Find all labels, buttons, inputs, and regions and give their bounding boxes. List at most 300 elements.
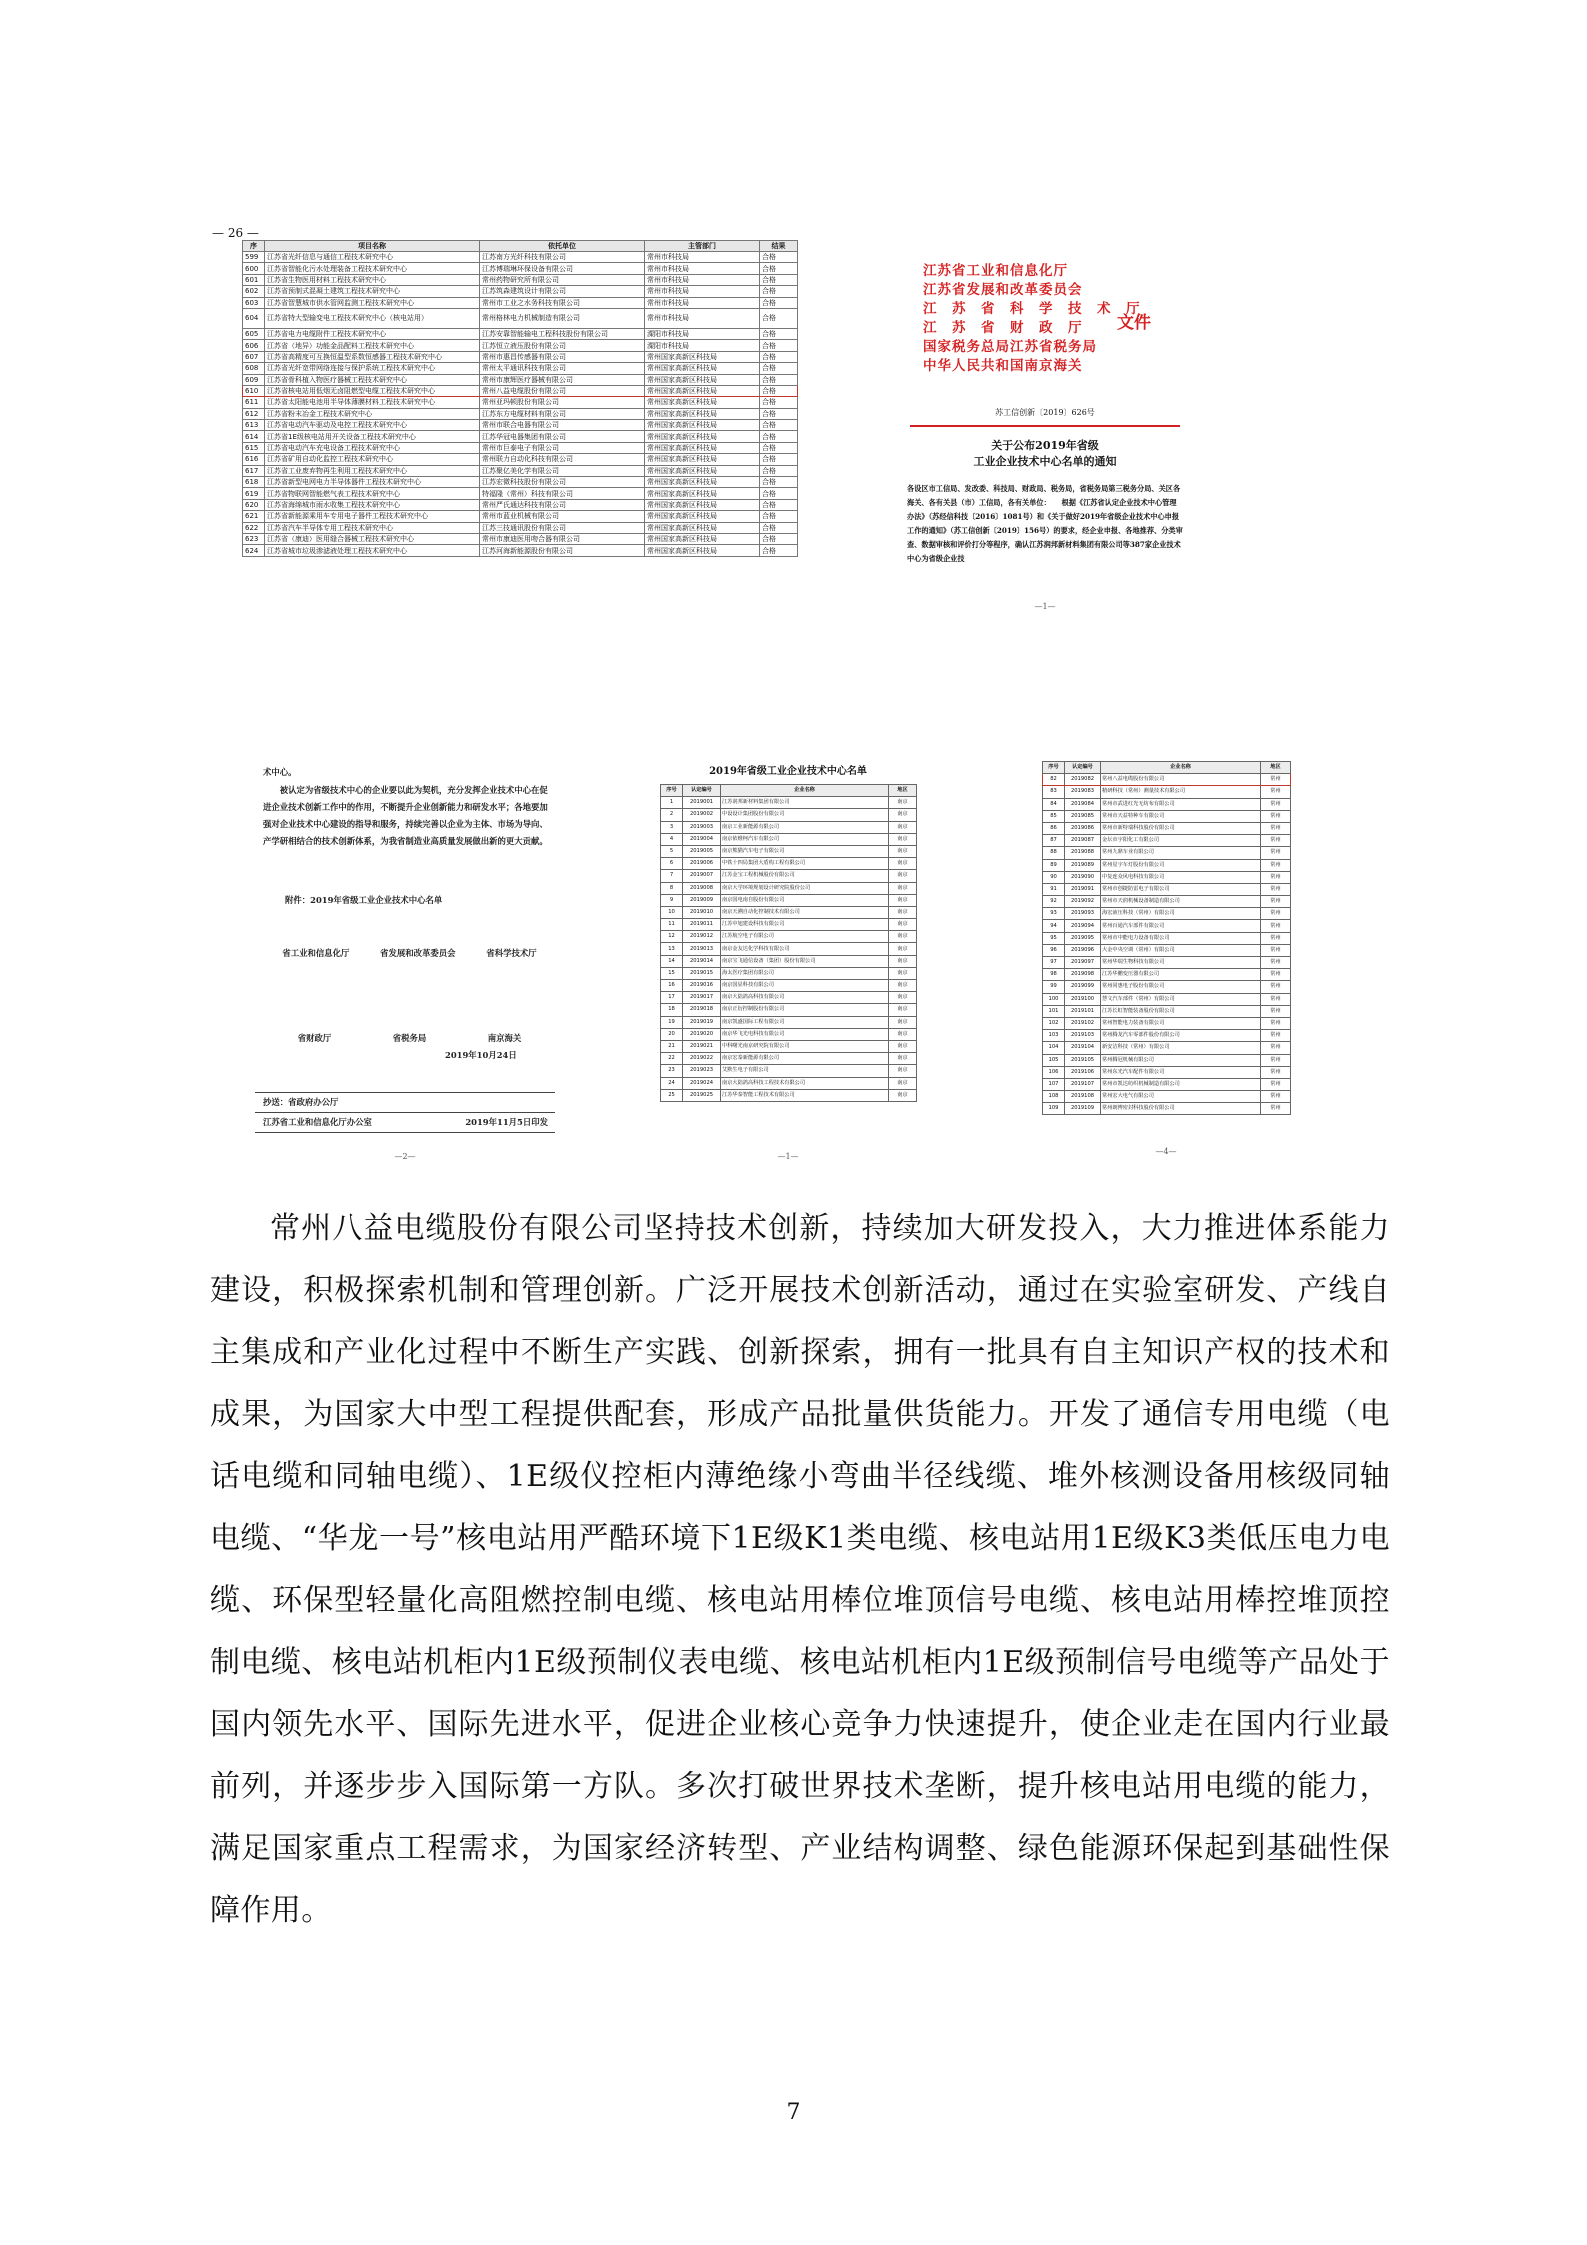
table-row — [1043, 932, 1291, 944]
table-row — [243, 363, 798, 374]
table-cell: 常州亚玛顿股份有限公司 — [480, 397, 645, 408]
table-cell: 常州 — [1261, 944, 1291, 956]
table-cell: 常州市工业之水务科技有限公司 — [480, 297, 645, 308]
table-row — [243, 545, 798, 556]
signer: 省科学技术厅 — [486, 948, 537, 958]
table-cell: 2019087 — [1065, 835, 1101, 847]
table-cell: 江苏航空电子有限公司 — [721, 931, 889, 943]
table-row — [243, 488, 798, 499]
table-cell: 84 — [1043, 798, 1065, 810]
table-cell: 江苏省（康迪）医用缝合器械工程技术研究中心 — [265, 533, 480, 544]
table-cell: 2019086 — [1065, 822, 1101, 834]
table-cell: 南京大陆鸽高科技有限公司 — [721, 992, 889, 1004]
table-row — [1043, 944, 1291, 956]
table-row — [243, 408, 798, 419]
table-cell: 620 — [243, 499, 265, 510]
table-cell: 104 — [1043, 1042, 1065, 1054]
table-cell: 97 — [1043, 957, 1065, 969]
table-cell: 24 — [661, 1077, 683, 1089]
table-cell: 常州东光汽车配件有限公司 — [1101, 1066, 1261, 1078]
table-row — [243, 385, 798, 396]
authority-name: 中华人民共和国南京海关 — [923, 358, 1083, 374]
table-cell: 606 — [243, 340, 265, 351]
table-cell: 南京金友达化学科技有限公司 — [721, 943, 889, 955]
table-cell: 7 — [661, 870, 683, 882]
table-cell: 南京 — [889, 882, 917, 894]
table-cell: 南京 — [889, 1089, 917, 1101]
table-cell: 江苏省电力电缆附件工程技术研究中心 — [265, 328, 480, 339]
table-cell: 江苏省核电站用低烟无卤阻燃型电缆工程技术研究中心 — [265, 385, 480, 396]
table-cell: 江苏省新型电网电力半导体器件工程技术研究中心 — [265, 477, 480, 488]
table-cell: 南京 — [889, 992, 917, 1004]
table-cell: 江苏省生物医用材料工程技术研究中心 — [265, 274, 480, 285]
attachment-line: 附件：2019年省级工业企业技术中心名单 — [285, 895, 443, 905]
table-row — [1043, 908, 1291, 920]
table-cell: 22 — [661, 1053, 683, 1065]
table-cell: 常州 — [1261, 1042, 1291, 1054]
issuing-office: 江苏省工业和信息化厅办公室 — [263, 1117, 372, 1127]
table-cell: 2019017 — [683, 992, 721, 1004]
table-cell: 2019022 — [683, 1053, 721, 1065]
table-cell: 常州 — [1261, 883, 1291, 895]
table-cell: 常州朗博密封科技股份有限公司 — [1101, 1103, 1261, 1115]
table-row — [243, 252, 798, 263]
table-cell: 2019105 — [1065, 1054, 1101, 1066]
doc4-footer: —1— — [777, 1152, 799, 1161]
table-row — [243, 274, 798, 285]
notice-title-line2: 工业企业技术中心名单的通知 — [973, 455, 1117, 468]
table-cell: 溧阳市科技局 — [645, 340, 760, 351]
table-cell: 江苏省海绵城市雨水收集工程技术研究中心 — [265, 499, 480, 510]
table-cell: 南京 — [889, 1053, 917, 1065]
table-cell: 15 — [661, 967, 683, 979]
table-body — [661, 797, 917, 1102]
table-cell: 南京工业新能源有限公司 — [721, 821, 889, 833]
table-cell: 常州市科技局 — [645, 274, 760, 285]
table-cell: 2019001 — [683, 797, 721, 809]
table-cell: 2019018 — [683, 1004, 721, 1016]
table-cell: 南京国电南自股份有限公司 — [721, 894, 889, 906]
table-cell: 101 — [1043, 1005, 1065, 1017]
column-header: 序号 — [661, 785, 683, 797]
table-cell: 25 — [661, 1089, 683, 1101]
table-row — [661, 1016, 917, 1028]
table-cell: 中科曙光南京研究院有限公司 — [721, 1040, 889, 1052]
table-cell: 常州 — [1261, 1103, 1291, 1115]
table-row — [1043, 969, 1291, 981]
table-cell: 常州 — [1261, 908, 1291, 920]
table-cell: 86 — [1043, 822, 1065, 834]
table-cell: 南京 — [889, 1040, 917, 1052]
table-cell: 常州国家高新区科技局 — [645, 420, 760, 431]
table-cell: 南京正衍控制股份有限公司 — [721, 1004, 889, 1016]
table-row — [1043, 859, 1291, 871]
table-cell: 105 — [1043, 1054, 1065, 1066]
table-cell: 常州国家高新区科技局 — [645, 385, 760, 396]
table-row — [1043, 1066, 1291, 1078]
table-row — [1043, 847, 1291, 859]
table-cell: 603 — [243, 297, 265, 308]
table-cell: 2019011 — [683, 919, 721, 931]
main-paragraph: 常州八益电缆股份有限公司坚持技术创新，持续加大研发投入，大力推进体系能力建设，积极探索机制和管理创新。广泛开展技术创新活动，通过在实验室研发、产线自主集成和产业化过程中不断生产实践、创新探索，拥有一批具有自主知识产权的技术和成果，为国家大中型工程提供配套，形成产品批量供货能力。开发了通信专用电缆（电话电缆和同轴电缆）、1E级仪控柜内薄绝缘小弯曲半径线缆、堆外核测设备用核级同轴电缆、“华龙一号”核电站用严酷环境下1E级K1类电缆、核电站用1E级K3类低压电力电缆、环保型轻量化高阻燃控制电缆、核电站用棒位堆顶信号电缆、核电站用棒控堆顶控制电缆、核电站机柜内1E级预制仪表电缆、核电站机柜内1E级预制信号电缆等产品处于国内领先水平、国际先进水平，促进企业核心竞争力快速提升，使企业走在国内行业最前列，并逐步步入国际第一方队。多次打破世界技术垄断，提升核电站用电缆的能力，满足国家重点工程需求，为国家经济转型、产业结构调整、绿色能源环保起到基础性保障作用。 — [210, 1211, 1390, 1928]
table-cell: 2019021 — [683, 1040, 721, 1052]
table-row — [243, 533, 798, 544]
doc5-footer: —4— — [1155, 1147, 1177, 1156]
signer: 南京海关 — [487, 1033, 522, 1043]
table-cell: 南京 — [889, 858, 917, 870]
issue-line — [263, 1114, 548, 1131]
table-cell: 金坛市宇阳化工有限公司 — [1101, 835, 1261, 847]
table-cell: 2019023 — [683, 1065, 721, 1077]
table-cell: 合格 — [760, 385, 798, 396]
table-cell: 南京天溯自动化控制技术有限公司 — [721, 906, 889, 918]
table-cell: 2019082 — [1065, 774, 1101, 786]
table-cell: 南京依维柯汽车有限公司 — [721, 833, 889, 845]
column-header: 认定编号 — [683, 785, 721, 797]
table-cell: 江苏省新能源乘用车专用电子器件工程技术研究中心 — [265, 511, 480, 522]
table-row — [661, 919, 917, 931]
table-cell: 中复连众风电科技有限公司 — [1101, 871, 1261, 883]
table-row — [661, 931, 917, 943]
table-cell: 南京 — [889, 870, 917, 882]
table-cell: 610 — [243, 385, 265, 396]
table-row — [243, 454, 798, 465]
table-cell: 合格 — [760, 363, 798, 374]
column-header: 企业名称 — [721, 785, 889, 797]
table-row — [661, 943, 917, 955]
table-cell: 江苏安靠智能输电工程科技股份有限公司 — [480, 328, 645, 339]
table-cell: 1 — [661, 797, 683, 809]
table-row — [243, 308, 798, 328]
table-cell: 常州 — [1261, 871, 1291, 883]
table-cell: 常州 — [1261, 1091, 1291, 1103]
table-cell: 612 — [243, 408, 265, 419]
table-row — [243, 374, 798, 385]
table-cell: 18 — [661, 1004, 683, 1016]
table-row — [1043, 1078, 1291, 1090]
table-cell: 2019002 — [683, 809, 721, 821]
table-cell: 609 — [243, 374, 265, 385]
column-header: 项目名称 — [265, 241, 480, 252]
table-cell: 江苏东方电缆材料有限公司 — [480, 408, 645, 419]
table-cell: 94 — [1043, 920, 1065, 932]
table-cell: 南京熊猫汽车电子有限公司 — [721, 845, 889, 857]
table-cell: 2019014 — [683, 955, 721, 967]
table-cell: 江苏省智能化污水处理装备工程技术研究中心 — [265, 263, 480, 274]
table-row — [243, 328, 798, 339]
table-cell: 2019003 — [683, 821, 721, 833]
table-cell: 常州国家高新区科技局 — [645, 465, 760, 476]
table-row — [661, 1065, 917, 1077]
table-row — [661, 992, 917, 1004]
table-cell: 南京 — [889, 980, 917, 992]
table-cell: 602 — [243, 286, 265, 297]
table-cell: 常州国家高新区科技局 — [645, 533, 760, 544]
table-cell: 常州市新特瑞科技股份有限公司 — [1101, 822, 1261, 834]
table-cell: 江苏省骨科植入物医疗器械工程技术研究中心 — [265, 374, 480, 385]
table-cell: 江苏筑森建筑设计有限公司 — [480, 286, 645, 297]
table-cell: 2019009 — [683, 894, 721, 906]
table-cell: 海太医疗集团有限公司 — [721, 967, 889, 979]
closing-paragraph: 被认定为省级技术中心的企业要以此为契机，充分发挥企业技术中心在促进企业技术创新工作中的作用，不断提升企业创新能力和研发水平；各地要加强对企业技术中心建设的指导和服务，持续完善以企业为主体、市场为导向、产学研相结合的技术创新体系，为我省制造业高质量发展做出新的更大贡献。 — [263, 785, 548, 846]
table-cell: 江苏省高精度可互换恒温型系数恒感器工程技术研究中心 — [265, 351, 480, 362]
document-image-signature-page — [255, 760, 555, 1165]
table-cell: 83 — [1043, 786, 1065, 798]
table-row — [1043, 798, 1291, 810]
document-image-center-list-1 — [652, 760, 924, 1165]
table-cell: 3 — [661, 821, 683, 833]
table-cell: 2019097 — [1065, 957, 1101, 969]
table-cell: 常州市科技局 — [645, 286, 760, 297]
table-cell: 21 — [661, 1040, 683, 1052]
table-cell: 常州华瑞生物科技有限公司 — [1101, 957, 1261, 969]
table-row — [243, 522, 798, 533]
table-cell: 常州 — [1261, 1078, 1291, 1090]
table-cell: 2019013 — [683, 943, 721, 955]
table-cell: 江苏华泰智能工程技术有限公司 — [721, 1089, 889, 1101]
table-row — [661, 1089, 917, 1101]
table-cell: 常州 — [1261, 920, 1291, 932]
table-row — [243, 431, 798, 442]
table-cell: 江苏长虹智能装备股份有限公司 — [1101, 1005, 1261, 1017]
table-cell: 常州药物研究所有限公司 — [480, 274, 645, 285]
table-cell: 605 — [243, 328, 265, 339]
table-row — [661, 870, 917, 882]
table-cell: 2019089 — [1065, 859, 1101, 871]
column-header: 地区 — [889, 785, 917, 797]
table-cell: 103 — [1043, 1030, 1065, 1042]
table-row — [661, 906, 917, 918]
table-cell: 常州市天润机械设备制造有限公司 — [1101, 896, 1261, 908]
table-cell: 95 — [1043, 932, 1065, 944]
table-cell: 合格 — [760, 408, 798, 419]
signer: 省财政厅 — [297, 1033, 332, 1043]
table-row — [1043, 981, 1291, 993]
table-cell: 艾默生电子有限公司 — [721, 1065, 889, 1077]
table-cell: 624 — [243, 545, 265, 556]
table-row — [661, 809, 917, 821]
table-cell: 623 — [243, 533, 265, 544]
table-row — [661, 955, 917, 967]
signer: 省发展和改革委员会 — [380, 948, 456, 958]
table-cell: 南京大陆鸽高科技工程技术有限公司 — [721, 1077, 889, 1089]
table-row — [661, 1077, 917, 1089]
table-cell: 16 — [661, 980, 683, 992]
table-cell: 109 — [1043, 1103, 1065, 1115]
table-cell: 南京国显科技有限公司 — [721, 980, 889, 992]
table-cell: 合格 — [760, 308, 798, 328]
table-cell: 常州市康迪医用吻合器有限公司 — [480, 533, 645, 544]
table-cell: 合格 — [760, 286, 798, 297]
table-row — [1043, 1005, 1291, 1017]
table-cell: 合格 — [760, 522, 798, 533]
table-cell: 2019100 — [1065, 993, 1101, 1005]
signature-date: 2019年10月24日 — [445, 1050, 517, 1060]
table-cell: 9 — [661, 894, 683, 906]
table-cell: 合格 — [760, 442, 798, 453]
table-cell: 合格 — [760, 274, 798, 285]
signer: 省税务局 — [392, 1033, 427, 1043]
table-cell: 2019083 — [1065, 786, 1101, 798]
table-cell: 常州国家高新区科技局 — [645, 431, 760, 442]
table-row — [1043, 871, 1291, 883]
table-cell: 常州市凯达纺织机械制造有限公司 — [1101, 1078, 1261, 1090]
table-cell: 江苏省工业废弃物再生利用工程技术研究中心 — [265, 465, 480, 476]
document-number: 苏工信创新〔2019〕626号 — [995, 408, 1095, 417]
document-image-notice-cover — [885, 220, 1205, 625]
document-suffix: 文件 — [1117, 313, 1151, 333]
table-cell: 南京 — [889, 943, 917, 955]
table-cell: 南京宝飞通信设备（集团）股份有限公司 — [721, 955, 889, 967]
table-cell: 江苏中旭建设科技有限公司 — [721, 919, 889, 931]
table-row — [243, 263, 798, 274]
table-cell: 615 — [243, 442, 265, 453]
doc2-footer: —1— — [1034, 602, 1056, 611]
table-row — [661, 1053, 917, 1065]
table-cell: 常州国家高新区科技局 — [645, 408, 760, 419]
table-row — [1043, 774, 1291, 786]
table-cell: 合格 — [760, 374, 798, 385]
table-cell: 中铁十四局集团大盾构工程有限公司 — [721, 858, 889, 870]
table-cell: 常州国家高新区科技局 — [645, 477, 760, 488]
table-cell: 2019096 — [1065, 944, 1101, 956]
table-cell: 常州国家高新区科技局 — [645, 511, 760, 522]
table-cell: 2019091 — [1065, 883, 1101, 895]
table-cell: 96 — [1043, 944, 1065, 956]
table-cell: 2019098 — [1065, 969, 1101, 981]
table-row — [243, 465, 798, 476]
table-cell: 南京 — [889, 1016, 917, 1028]
table-cell: 2019095 — [1065, 932, 1101, 944]
table-cell: 江苏博瑞琳环保设备有限公司 — [480, 263, 645, 274]
table-cell: 江苏恒立液压股份有限公司 — [480, 340, 645, 351]
authority-name: 江苏省工业和信息化厅 — [923, 263, 1068, 279]
table-cell: 常州腾龙汽车零部件股份有限公司 — [1101, 1030, 1261, 1042]
table-cell: 常州市科技局 — [645, 297, 760, 308]
table-cell: 常州国家高新区科技局 — [645, 499, 760, 510]
document-image-center-list-4 — [1040, 755, 1292, 1165]
table-cell: 常州市中能电力设备有限公司 — [1101, 932, 1261, 944]
table-cell: 南京 — [889, 1065, 917, 1077]
table-cell: 大金中央空调（常州）有限公司 — [1101, 944, 1261, 956]
table-row — [1043, 1091, 1291, 1103]
table-row — [661, 845, 917, 857]
table-cell: 108 — [1043, 1091, 1065, 1103]
table-cell: 622 — [243, 522, 265, 533]
table-cell: 常州同惠电子股份有限公司 — [1101, 981, 1261, 993]
table-cell: 南京华飞光电科技有限公司 — [721, 1028, 889, 1040]
table-cell: 2019008 — [683, 882, 721, 894]
table-cell: 600 — [243, 263, 265, 274]
table-body — [243, 252, 798, 557]
table-row — [1043, 1017, 1291, 1029]
notice-title — [885, 438, 1205, 470]
table-cell: 江苏省预制式混凝土建筑工程技术研究中心 — [265, 286, 480, 297]
table-cell: 2019104 — [1065, 1042, 1101, 1054]
table-cell: 619 — [243, 488, 265, 499]
table-cell: 南京 — [889, 1028, 917, 1040]
table-cell: 新安洁科技（常州）有限公司 — [1101, 1042, 1261, 1054]
table-cell: 常州 — [1261, 835, 1291, 847]
authority-name: 江 苏 省 财 政 厅 — [923, 320, 1083, 336]
table-cell: 南京 — [889, 1077, 917, 1089]
table-cell: 常州市惠昌传感器有限公司 — [480, 351, 645, 362]
issue-date: 2019年11月5日印发 — [465, 1117, 548, 1127]
table-cell: 2019102 — [1065, 1017, 1101, 1029]
table-cell: 2019020 — [683, 1028, 721, 1040]
table-cell: 常州市创捷防雷电子有限公司 — [1101, 883, 1261, 895]
table-cell: 常州 — [1261, 969, 1291, 981]
table-cell: 618 — [243, 477, 265, 488]
continuation-text: 术中心。 — [263, 767, 297, 777]
table-cell: 2019108 — [1065, 1091, 1101, 1103]
table-row — [1043, 957, 1291, 969]
table-cell: 江苏省矿用自动化监控工程技术研究中心 — [265, 454, 480, 465]
table-cell: 常州 — [1261, 1017, 1291, 1029]
table-cell: 合格 — [760, 328, 798, 339]
table-row — [1043, 1030, 1291, 1042]
table-cell: 2019084 — [1065, 798, 1101, 810]
table-cell: 82 — [1043, 774, 1065, 786]
table-row — [661, 980, 917, 992]
table-cell: 合格 — [760, 465, 798, 476]
table-cell: 江苏省太阳能电池用半导体薄膜材料工程技术研究中心 — [265, 397, 480, 408]
table-row — [1043, 822, 1291, 834]
table-cell: 2019094 — [1065, 920, 1101, 932]
table-cell: 常州腾冠机械有限公司 — [1101, 1054, 1261, 1066]
table-cell: 合格 — [760, 499, 798, 510]
table-row — [1043, 786, 1291, 798]
table-cell: 常州智能电力装备有限公司 — [1101, 1017, 1261, 1029]
table-cell: 92 — [1043, 896, 1065, 908]
table-cell: 江苏省粉末冶金工程技术研究中心 — [265, 408, 480, 419]
table-cell: 6 — [661, 858, 683, 870]
table-cell: 2019101 — [1065, 1005, 1101, 1017]
table-row — [661, 967, 917, 979]
table-cell: 23 — [661, 1065, 683, 1077]
cc-line: 抄送：省政府办公厅 — [263, 1097, 339, 1107]
table-row — [661, 1028, 917, 1040]
table-cell: 2019103 — [1065, 1030, 1101, 1042]
table-cell: 85 — [1043, 810, 1065, 822]
authority-name: 江 苏 省 科 学 技 术 厅 — [923, 301, 1141, 317]
rule — [255, 1132, 555, 1133]
table-cell: 常州太平通讯科技有限公司 — [480, 363, 645, 374]
table-row — [243, 442, 798, 453]
table-cell: 常州严氏通达科技有限公司 — [480, 499, 645, 510]
notice-body: 各设区市工信局、发改委、科技局、财政局、税务局，省税务局第三税务分局、关区各海关、各有关县（市）工信局，各有关单位： 根据《江苏省认定企业技术中心管理办法》（苏经信科技〔2016〕1081号）和《关于做好2019年省级企业技术中心申报工作的通知》（苏工信创新〔2019〕156号）的要求，经企业申报、各地推荐、分类审查、数据审核和评价打分等程序，确认江苏润邦新材料集团有限公司等387家企业技术中心为省级企业技 — [907, 484, 1183, 563]
table-cell: 常州市天益特种车有限公司 — [1101, 810, 1261, 822]
table-cell: 611 — [243, 397, 265, 408]
table-cell: 107 — [1043, 1078, 1065, 1090]
table-row — [661, 797, 917, 809]
table-cell: 2019016 — [683, 980, 721, 992]
table-cell: 601 — [243, 274, 265, 285]
table-cell: 2019093 — [1065, 908, 1101, 920]
table-cell: 2019099 — [1065, 981, 1101, 993]
table-cell: 合格 — [760, 545, 798, 556]
table-cell: 常州市武进红光无纺布有限公司 — [1101, 798, 1261, 810]
column-header: 企业名称 — [1101, 762, 1261, 774]
table-cell: 常州市康辉医疗器械有限公司 — [480, 374, 645, 385]
table-row — [661, 833, 917, 845]
table-cell: 合格 — [760, 511, 798, 522]
table-row — [661, 821, 917, 833]
table-cell: 江苏省1E级核电站用开关设备工程技术研究中心 — [265, 431, 480, 442]
table-cell: 江苏三技通讯股份有限公司 — [480, 522, 645, 533]
rule — [255, 1112, 555, 1113]
table-cell: 10 — [661, 906, 683, 918]
